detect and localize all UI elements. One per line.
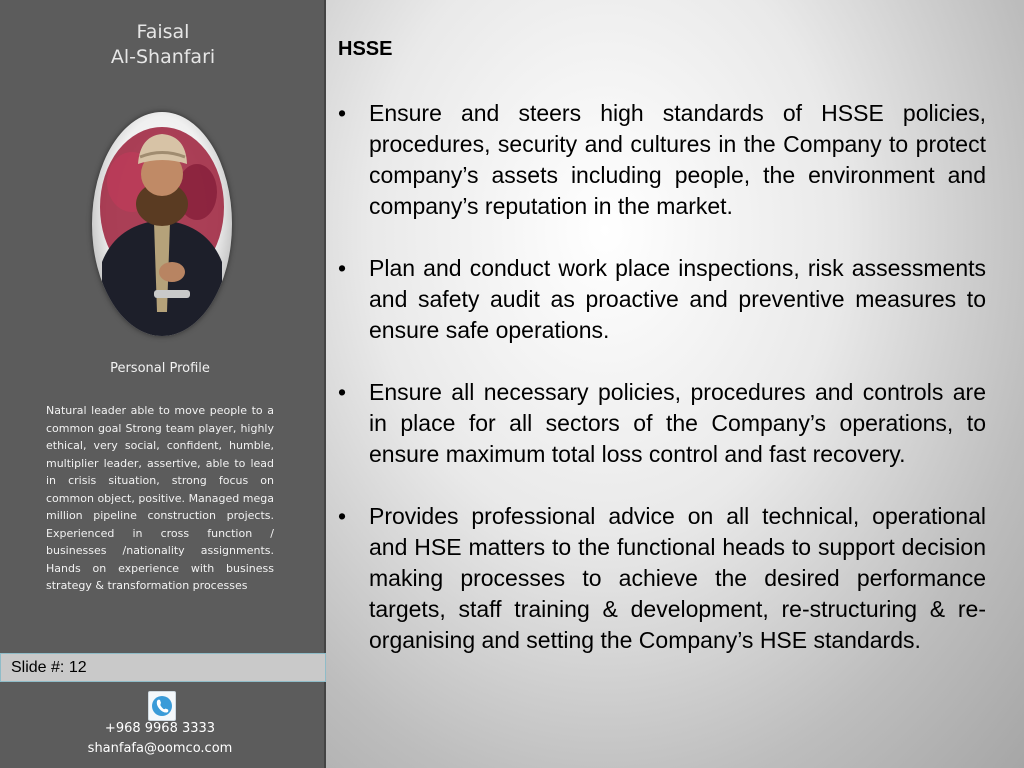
bullet-marker: • xyxy=(338,100,347,126)
bullet-item xyxy=(338,253,986,346)
name-first: Faisal xyxy=(136,21,190,43)
slide-content xyxy=(326,0,1024,768)
contact-email: shanfafa@oomco.com xyxy=(87,741,233,756)
bullet-text: Ensure and steers high standards of HSSE policies, procedures, security and cultures in the Company to protect company’s assets including people, the environment and company’s reputation in the market. xyxy=(369,100,986,219)
bullet-marker: • xyxy=(338,255,347,281)
profile-portrait-photo xyxy=(92,112,232,336)
profile-sidebar xyxy=(0,0,326,768)
name-last: Al-Shanfari xyxy=(110,46,216,68)
bullet-text: Plan and conduct work place inspections, risk assessments and safety audit as proactive and preventive measures to ensure safe operations. xyxy=(369,255,986,343)
profile-section-title: Personal Profile xyxy=(110,361,210,376)
profile-name xyxy=(0,20,326,70)
bullet-item xyxy=(338,98,986,222)
slide-number-box: Slide #: 12 xyxy=(0,653,326,682)
bullet-list xyxy=(338,98,986,687)
bullet-marker: • xyxy=(338,503,347,529)
bullet-marker: • xyxy=(338,379,347,405)
contact-phone-icon xyxy=(148,691,176,721)
bullet-text: Provides professional advice on all technical, operational and HSE matters to the functional heads to support decision making processes to achieve the desired performance targets, staff training & development, re-structuring & re-organising and setting the Company’s HSE standards. xyxy=(369,503,986,653)
bullet-text: Ensure all necessary policies, procedures and controls are in place for all sectors of the Company’s operations, to ensure maximum total loss control and fast recovery. xyxy=(369,379,986,467)
bullet-item xyxy=(338,501,986,656)
profile-description: Natural leader able to move people to a common goal Strong team player, highly ethical, very social, confident, humble, multiplier leader, assertive, able to lead in crisis situation, strong focus on common object, positive. Managed mega million pipeline construction projects. Experienced in cross function / businesses /nationality assignments. Hands on experience with business strategy & transformation processes xyxy=(46,404,274,592)
slide-title: HSSE xyxy=(338,38,393,60)
contact-phone-number: +968 9968 3333 xyxy=(104,721,216,736)
bullet-item xyxy=(338,377,986,470)
